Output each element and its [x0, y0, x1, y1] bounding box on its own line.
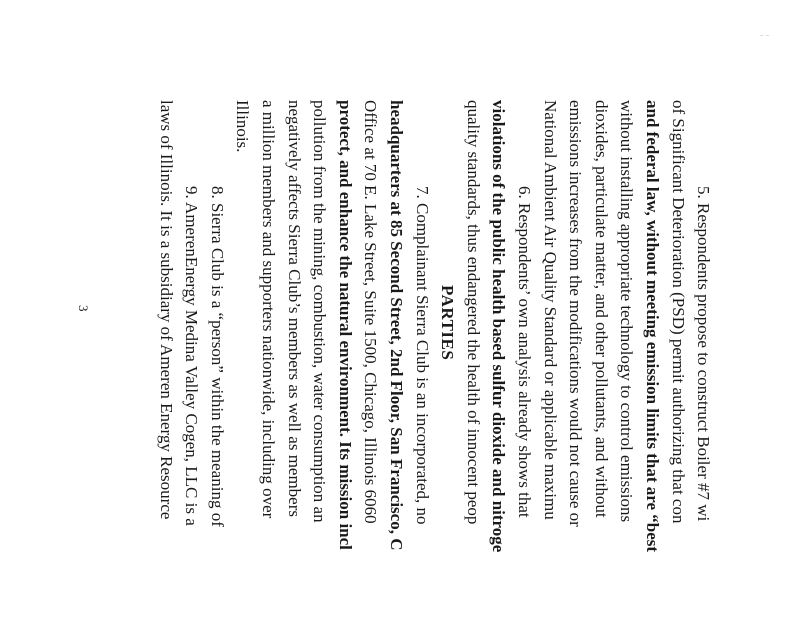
paragraph-5-line-3: and federal law, without meeting emission limits that are “best	[643, 100, 662, 553]
paragraph-7-line-2: headquarters at 85 Second Street, 2nd Floor, San Francisco, C	[387, 100, 406, 551]
paragraph-6-line-1: 6. Respondents’ own analysis already shows that	[515, 186, 534, 518]
paragraph-5-line-2: of Significant Deterioration (PSD) permit authorizing that con	[669, 100, 688, 524]
paragraph-7-line-7: a million members and supporters nationwide, including over	[259, 100, 278, 519]
page-number: 3	[76, 305, 91, 312]
paragraph-5-line-1: 5. Respondents propose to construct Boiler #7 wi	[694, 186, 713, 522]
scan-marks: - -	[760, 30, 770, 41]
paragraph-7-line-5: pollution from the mining, combustion, water consumption an	[310, 100, 329, 523]
paragraph-7-line-4: protect, and enhance the natural environment. Its mission incl	[336, 100, 355, 550]
paragraph-6-line-2: violations of the public health based sulfur dioxide and nitroge	[489, 100, 508, 553]
paragraph-6-line-3: quality standards, thus endangered the health of innocent peop	[464, 100, 483, 525]
paragraph-9-line-1: 9. AmerenEnergy Medina Valley Cogen, LLC is a	[182, 186, 201, 526]
paragraph-5-line-6: emissions increases from the modifications would not cause or	[566, 100, 585, 527]
section-heading-parties: PARTIES	[438, 285, 457, 361]
paragraph-5-line-4: without installing appropriate technology to control emissions	[617, 100, 636, 523]
paragraph-7-line-6: negatively affects Sierra Club’s members as well as members	[285, 100, 304, 518]
paragraph-7-line-1: 7. Complainant Sierra Club is an incorporated, no	[413, 186, 432, 525]
paragraph-5-line-7: National Ambient Air Quality Standard or applicable maximu	[541, 100, 560, 520]
paragraph-7-line-3: Office at 70 E. Lake Street, Suite 1500, Chicago, Illinois 6060	[361, 100, 380, 524]
paragraph-8-line-1: 8. Sierra Club is a “person” within the meaning of	[208, 186, 227, 527]
paragraph-5-line-5: dioxides, particulate matter, and other pollutants, and without	[592, 100, 611, 518]
paragraph-7-line-8: Illinois.	[233, 100, 252, 153]
paragraph-9-line-2: laws of Illinois. It is a subsidiary of Ameren Energy Resource	[157, 100, 176, 520]
